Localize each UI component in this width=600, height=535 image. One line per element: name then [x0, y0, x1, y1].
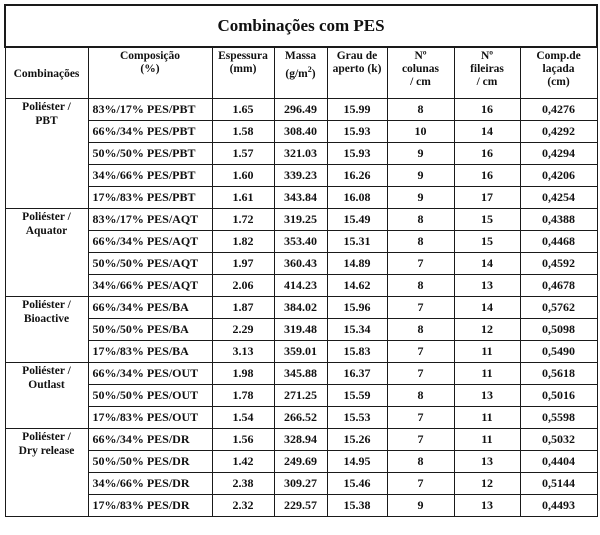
header-fileiras-l1: Nº — [480, 50, 494, 62]
cell-fileiras: 14 — [454, 121, 520, 143]
table-row — [5, 495, 597, 517]
cell-grau-aperto: 15.46 — [327, 473, 387, 495]
group-label-line1: Poliéster / — [22, 299, 71, 311]
cell-colunas: 10 — [387, 121, 454, 143]
cell-grau-aperto: 15.93 — [327, 143, 387, 165]
cell-espessura: 1.57 — [212, 143, 274, 165]
cell-colunas: 9 — [387, 187, 454, 209]
cell-grau-aperto: 15.38 — [327, 495, 387, 517]
table-row — [5, 385, 597, 407]
cell-massa: 271.25 — [274, 385, 327, 407]
cell-fileiras: 16 — [454, 165, 520, 187]
cell-fileiras: 16 — [454, 143, 520, 165]
cell-comp-lacada: 0,4493 — [520, 495, 597, 517]
cell-espessura: 3.13 — [212, 341, 274, 363]
cell-colunas: 7 — [387, 473, 454, 495]
group-label-line1: Poliéster / — [22, 101, 71, 113]
cell-espessura: 2.38 — [212, 473, 274, 495]
header-colunas-l1: Nº — [414, 50, 427, 62]
header-grau-l2: aperto (k) — [332, 63, 382, 75]
cell-colunas: 8 — [387, 99, 454, 121]
table-title: Combinações com PES — [5, 5, 597, 47]
cell-espessura: 1.87 — [212, 297, 274, 319]
table-row — [5, 253, 597, 275]
header-composicao-l1: Composição — [119, 50, 181, 62]
cell-fileiras: 12 — [454, 473, 520, 495]
cell-grau-aperto: 14.95 — [327, 451, 387, 473]
cell-comp-lacada: 0,5490 — [520, 341, 597, 363]
cell-colunas: 7 — [387, 253, 454, 275]
cell-grau-aperto: 15.31 — [327, 231, 387, 253]
cell-comp-lacada: 0,5762 — [520, 297, 597, 319]
cell-espessura: 1.58 — [212, 121, 274, 143]
cell-comp-lacada: 0,4678 — [520, 275, 597, 297]
cell-massa: 249.69 — [274, 451, 327, 473]
cell-composicao: 17%/83% PES/DR — [88, 495, 212, 517]
table-row — [5, 121, 597, 143]
cell-massa: 229.57 — [274, 495, 327, 517]
table-row — [5, 429, 597, 451]
group-label-line1: Poliéster / — [22, 365, 71, 377]
cell-fileiras: 17 — [454, 187, 520, 209]
cell-composicao: 34%/66% PES/AQT — [88, 275, 212, 297]
cell-colunas: 9 — [387, 143, 454, 165]
cell-massa: 384.02 — [274, 297, 327, 319]
cell-composicao: 50%/50% PES/BA — [88, 319, 212, 341]
cell-fileiras: 11 — [454, 341, 520, 363]
cell-comp-lacada: 0,4592 — [520, 253, 597, 275]
cell-colunas: 8 — [387, 275, 454, 297]
cell-comp-lacada: 0,5618 — [520, 363, 597, 385]
cell-composicao: 50%/50% PES/PBT — [88, 143, 212, 165]
group-label-line2: Aquator — [25, 225, 68, 237]
table-row — [5, 99, 597, 121]
group-label-line2: Bioactive — [23, 313, 70, 325]
cell-colunas: 9 — [387, 495, 454, 517]
cell-colunas: 7 — [387, 363, 454, 385]
table-row — [5, 473, 597, 495]
cell-fileiras: 13 — [454, 495, 520, 517]
cell-grau-aperto: 15.49 — [327, 209, 387, 231]
cell-espessura: 1.97 — [212, 253, 274, 275]
group-label — [5, 429, 88, 517]
cell-colunas: 8 — [387, 209, 454, 231]
header-colunas — [387, 47, 454, 99]
cell-grau-aperto: 16.37 — [327, 363, 387, 385]
cell-fileiras: 13 — [454, 275, 520, 297]
cell-massa: 343.84 — [274, 187, 327, 209]
cell-comp-lacada: 0,4388 — [520, 209, 597, 231]
cell-comp-lacada: 0,4276 — [520, 99, 597, 121]
cell-fileiras: 13 — [454, 451, 520, 473]
header-lacada-l1: Comp.de — [536, 50, 581, 62]
table-row — [5, 297, 597, 319]
cell-espessura: 1.65 — [212, 99, 274, 121]
cell-comp-lacada: 0,4254 — [520, 187, 597, 209]
cell-colunas: 9 — [387, 165, 454, 187]
table-body — [5, 99, 597, 517]
header-massa-l2: (g/m — [285, 67, 308, 80]
cell-espessura: 1.60 — [212, 165, 274, 187]
cell-grau-aperto: 16.26 — [327, 165, 387, 187]
cell-composicao: 83%/17% PES/AQT — [88, 209, 212, 231]
cell-composicao: 17%/83% PES/BA — [88, 341, 212, 363]
cell-composicao: 34%/66% PES/PBT — [88, 165, 212, 187]
cell-grau-aperto: 15.53 — [327, 407, 387, 429]
cell-fileiras: 14 — [454, 253, 520, 275]
cell-fileiras: 12 — [454, 319, 520, 341]
cell-massa: 308.40 — [274, 121, 327, 143]
cell-espessura: 1.98 — [212, 363, 274, 385]
header-row — [5, 47, 597, 99]
table-row — [5, 319, 597, 341]
header-composicao — [88, 47, 212, 99]
cell-composicao: 50%/50% PES/OUT — [88, 385, 212, 407]
header-espessura-l1: Espessura — [218, 50, 268, 62]
cell-fileiras: 15 — [454, 209, 520, 231]
table-row — [5, 209, 597, 231]
table-row — [5, 363, 597, 385]
table-row — [5, 187, 597, 209]
cell-comp-lacada: 0,5032 — [520, 429, 597, 451]
cell-espessura: 1.72 — [212, 209, 274, 231]
cell-massa: 296.49 — [274, 99, 327, 121]
cell-massa: 360.43 — [274, 253, 327, 275]
cell-grau-aperto: 16.08 — [327, 187, 387, 209]
cell-comp-lacada: 0,5598 — [520, 407, 597, 429]
cell-composicao: 50%/50% PES/DR — [88, 451, 212, 473]
cell-colunas: 7 — [387, 297, 454, 319]
cell-composicao: 66%/34% PES/PBT — [88, 121, 212, 143]
cell-grau-aperto: 15.96 — [327, 297, 387, 319]
cell-espessura: 1.61 — [212, 187, 274, 209]
header-massa — [274, 47, 327, 99]
header-massa-l1: Massa — [284, 50, 317, 62]
cell-espessura: 1.78 — [212, 385, 274, 407]
cell-grau-aperto: 15.93 — [327, 121, 387, 143]
group-label — [5, 209, 88, 297]
cell-fileiras: 13 — [454, 385, 520, 407]
cell-colunas: 7 — [387, 341, 454, 363]
cell-comp-lacada: 0,4206 — [520, 165, 597, 187]
cell-composicao: 50%/50% PES/AQT — [88, 253, 212, 275]
pes-combinations-table — [4, 4, 598, 517]
cell-colunas: 8 — [387, 385, 454, 407]
header-laçada — [520, 47, 597, 99]
header-massa-l2-end: ) — [311, 67, 316, 80]
cell-fileiras: 11 — [454, 407, 520, 429]
cell-espessura: 1.56 — [212, 429, 274, 451]
cell-colunas: 7 — [387, 407, 454, 429]
cell-composicao: 17%/83% PES/PBT — [88, 187, 212, 209]
cell-composicao: 17%/83% PES/OUT — [88, 407, 212, 429]
header-colunas-l3: / cm — [410, 76, 431, 88]
group-label — [5, 99, 88, 209]
cell-espessura: 2.06 — [212, 275, 274, 297]
cell-grau-aperto: 15.83 — [327, 341, 387, 363]
header-fileiras — [454, 47, 520, 99]
cell-composicao: 66%/34% PES/OUT — [88, 363, 212, 385]
header-fileiras-l2: fileiras — [470, 63, 504, 75]
group-label — [5, 297, 88, 363]
header-composicao-l2: (%) — [140, 63, 160, 75]
table-row — [5, 341, 597, 363]
cell-massa: 359.01 — [274, 341, 327, 363]
cell-fileiras: 14 — [454, 297, 520, 319]
group-label-line2: Dry release — [18, 445, 75, 457]
cell-colunas: 8 — [387, 231, 454, 253]
table-row — [5, 165, 597, 187]
cell-comp-lacada: 0,4292 — [520, 121, 597, 143]
cell-massa: 328.94 — [274, 429, 327, 451]
cell-massa: 353.40 — [274, 231, 327, 253]
cell-espessura: 1.82 — [212, 231, 274, 253]
group-label-line1: Poliéster / — [22, 431, 71, 443]
cell-massa: 414.23 — [274, 275, 327, 297]
cell-massa: 319.25 — [274, 209, 327, 231]
cell-composicao: 66%/34% PES/AQT — [88, 231, 212, 253]
cell-fileiras: 11 — [454, 363, 520, 385]
header-lacada-l3: (cm) — [547, 76, 570, 88]
cell-colunas: 8 — [387, 319, 454, 341]
cell-massa: 339.23 — [274, 165, 327, 187]
table-row — [5, 275, 597, 297]
header-fileiras-l3: / cm — [476, 76, 498, 88]
cell-comp-lacada: 0,5016 — [520, 385, 597, 407]
cell-fileiras: 11 — [454, 429, 520, 451]
header-grau — [327, 47, 387, 99]
group-label-line2: PBT — [35, 115, 58, 127]
header-combinacoes: Combinações — [5, 47, 88, 99]
cell-espessura: 2.32 — [212, 495, 274, 517]
cell-massa: 309.27 — [274, 473, 327, 495]
table-row — [5, 407, 597, 429]
cell-fileiras: 15 — [454, 231, 520, 253]
cell-grau-aperto: 14.89 — [327, 253, 387, 275]
header-espessura — [212, 47, 274, 99]
cell-fileiras: 16 — [454, 99, 520, 121]
cell-massa: 319.48 — [274, 319, 327, 341]
group-label-line1: Poliéster / — [22, 211, 71, 223]
cell-comp-lacada: 0,4294 — [520, 143, 597, 165]
table-row — [5, 143, 597, 165]
cell-composicao: 34%/66% PES/DR — [88, 473, 212, 495]
cell-grau-aperto: 15.26 — [327, 429, 387, 451]
cell-colunas: 8 — [387, 451, 454, 473]
cell-comp-lacada: 0,4404 — [520, 451, 597, 473]
cell-comp-lacada: 0,5144 — [520, 473, 597, 495]
cell-composicao: 66%/34% PES/DR — [88, 429, 212, 451]
cell-composicao: 66%/34% PES/BA — [88, 297, 212, 319]
header-colunas-l2: colunas — [401, 63, 440, 75]
cell-grau-aperto: 15.34 — [327, 319, 387, 341]
cell-espessura: 1.42 — [212, 451, 274, 473]
cell-espessura: 2.29 — [212, 319, 274, 341]
cell-massa: 321.03 — [274, 143, 327, 165]
header-grau-l1: Grau de — [336, 50, 378, 62]
cell-colunas: 7 — [387, 429, 454, 451]
table-row — [5, 231, 597, 253]
cell-massa: 266.52 — [274, 407, 327, 429]
header-lacada-l2: laçada — [542, 63, 575, 75]
cell-comp-lacada: 0,5098 — [520, 319, 597, 341]
group-label-line2: Outlast — [28, 379, 65, 391]
cell-comp-lacada: 0,4468 — [520, 231, 597, 253]
table-row — [5, 451, 597, 473]
cell-grau-aperto: 14.62 — [327, 275, 387, 297]
header-espessura-l2: (mm) — [229, 63, 257, 75]
group-label — [5, 363, 88, 429]
header-massa-sup: 2 — [307, 65, 312, 74]
cell-massa: 345.88 — [274, 363, 327, 385]
cell-espessura: 1.54 — [212, 407, 274, 429]
cell-grau-aperto: 15.99 — [327, 99, 387, 121]
cell-grau-aperto: 15.59 — [327, 385, 387, 407]
cell-composicao: 83%/17% PES/PBT — [88, 99, 212, 121]
